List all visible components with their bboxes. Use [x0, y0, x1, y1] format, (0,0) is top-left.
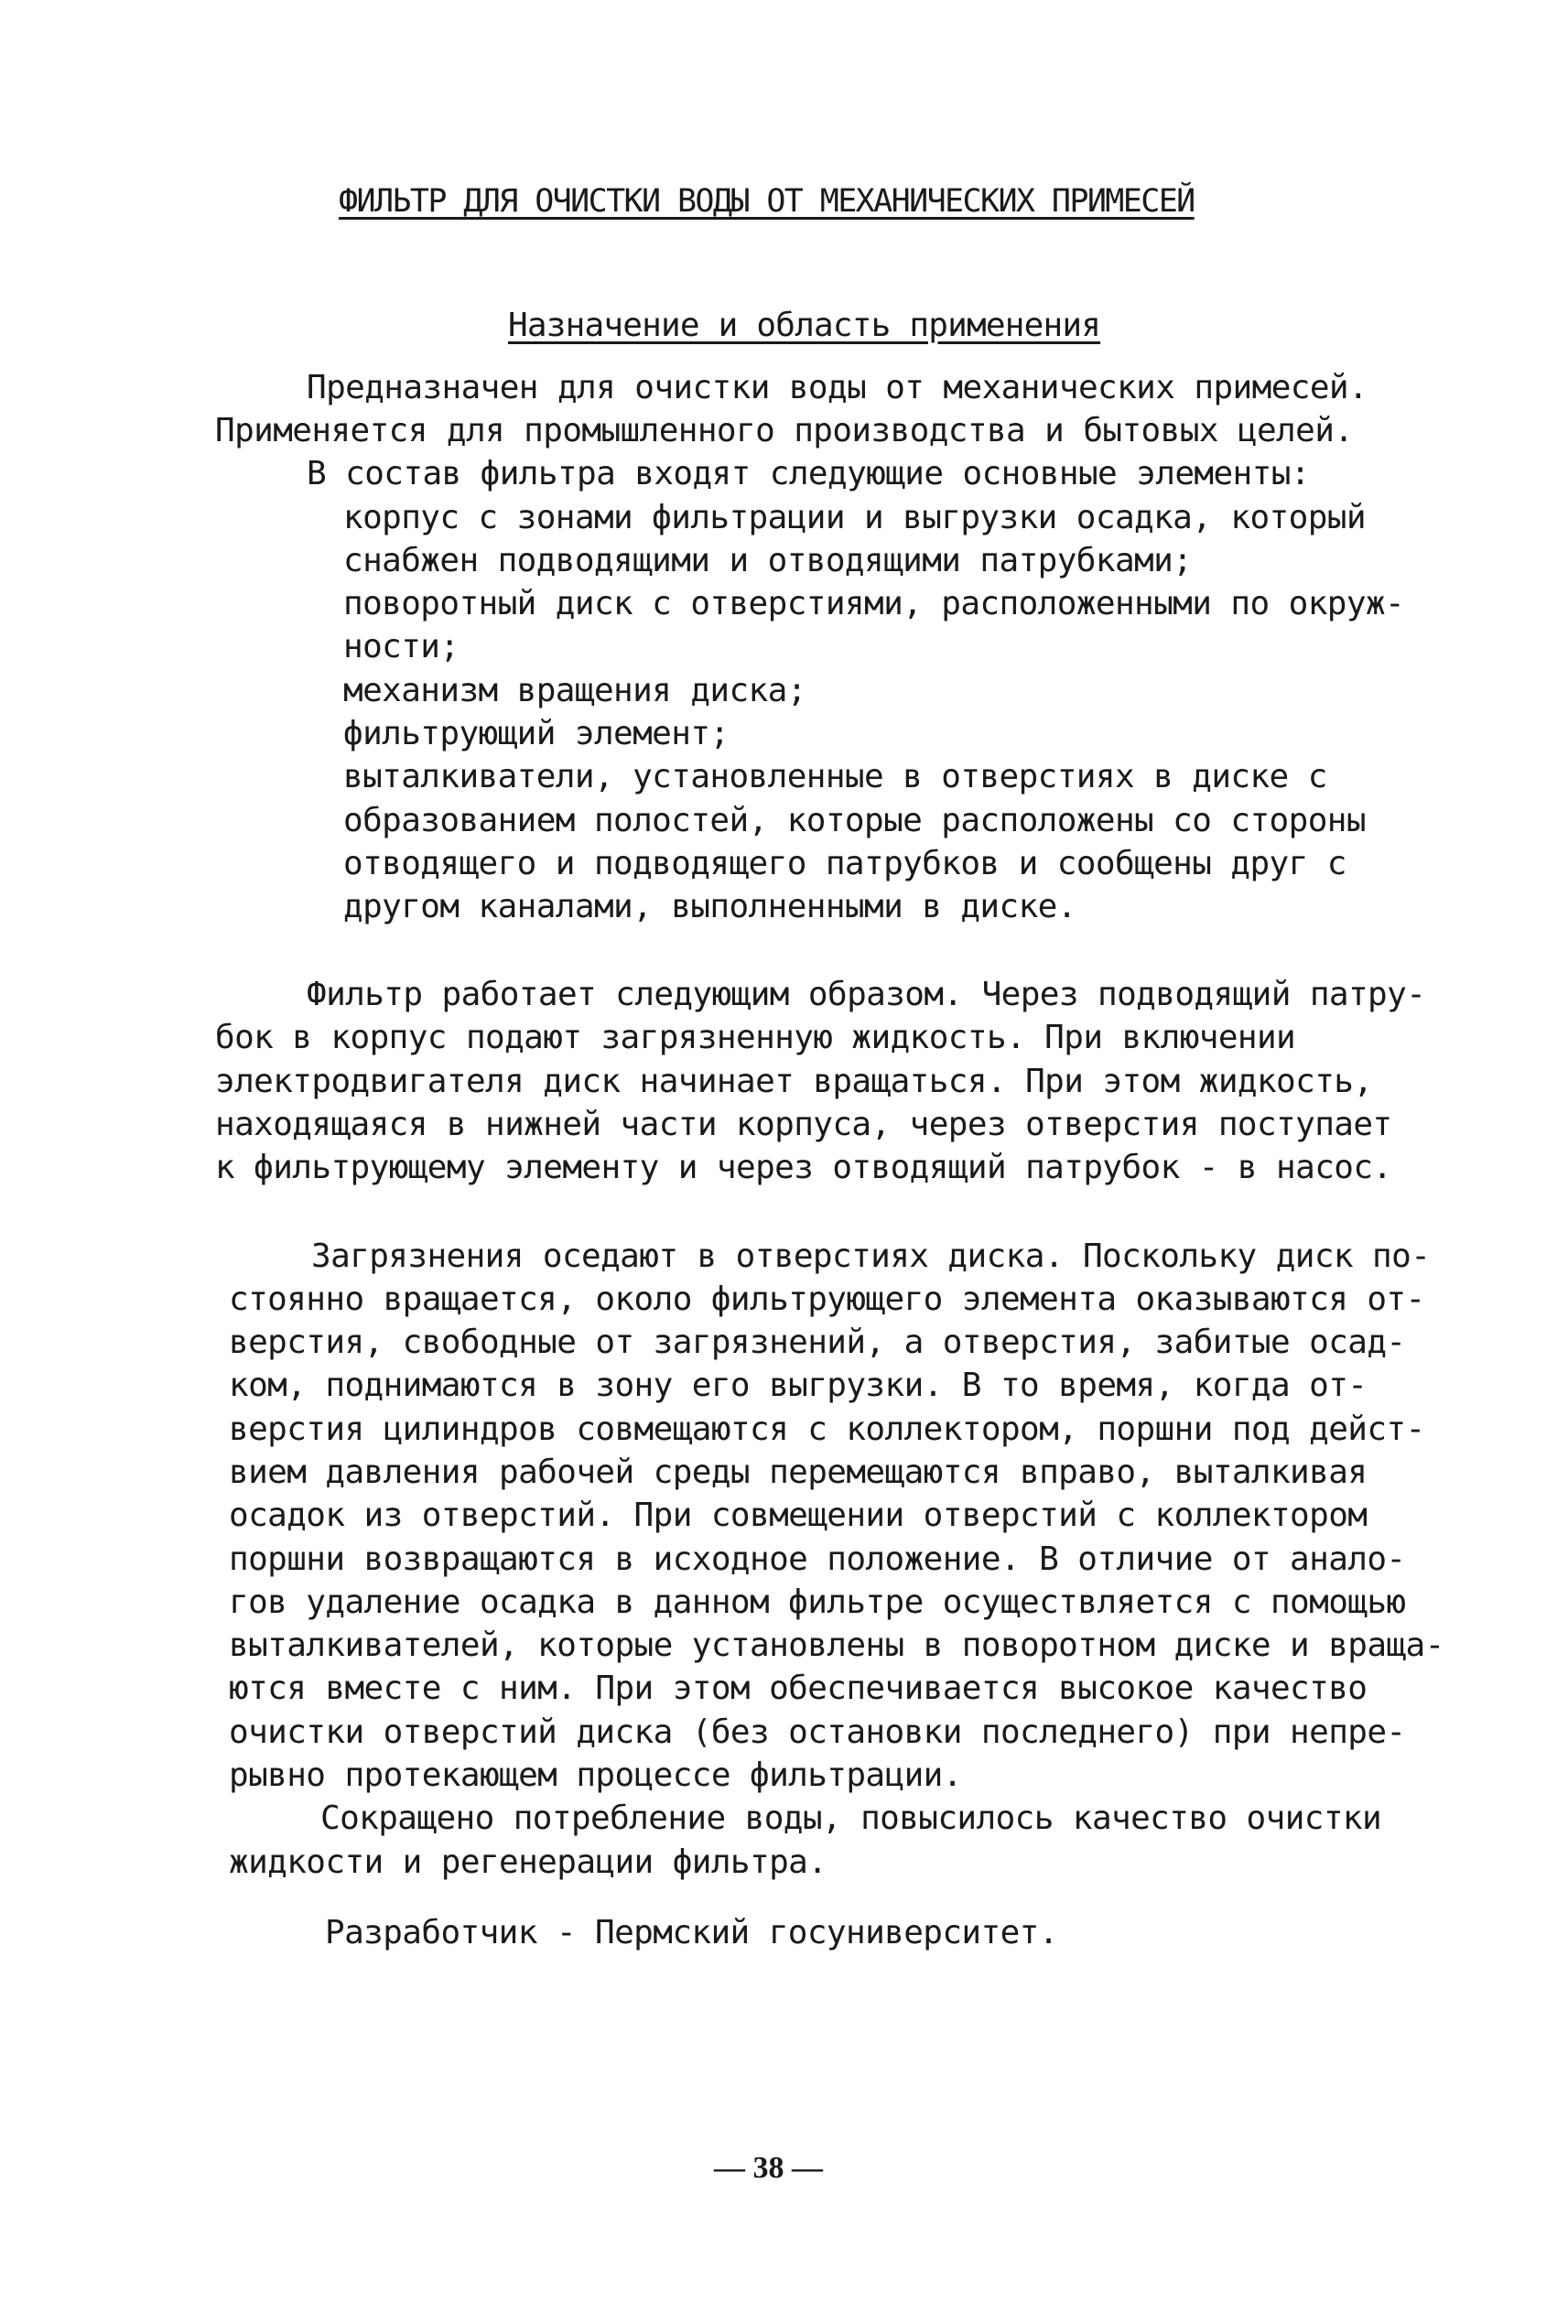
text-line: Загрязнения оседают в отверстиях диска. Поскольку диск по-: [311, 1238, 1431, 1275]
list-item-line: образованием полостей, которые расположены со стороны: [343, 802, 1366, 839]
text-line: поршни возвращаются в исходное положение. В отличие от анало-: [229, 1540, 1406, 1578]
text-line: ком, поднимаются в зону его выгрузки. В то время, когда от-: [229, 1367, 1368, 1404]
text-line: выталкивателей, которые установлены в поворотном диске и враща-: [229, 1627, 1444, 1664]
text-line: Применяется для промышленного производства и бытовых целей.: [215, 412, 1354, 449]
text-line: осадок из отверстий. При совмещении отверстий с коллектором: [229, 1497, 1368, 1534]
list-item-line: другом каналами, выполненными в диске.: [343, 888, 1076, 925]
text-line: Сокращено потребление воды, повысилось качество очистки: [320, 1800, 1382, 1837]
text-line: Фильтр работает следующим образом. Через подводящий патру-: [307, 976, 1426, 1013]
text-line: к фильтрующему элементу и через отводящий патрубок - в насос.: [215, 1149, 1392, 1186]
text-line: жидкости и регенерации фильтра.: [229, 1843, 827, 1881]
text-line: гов удаление осадка в данном фильтре осуществляется с помощью: [229, 1584, 1406, 1621]
text-line: бок в корпус подают загрязненную жидкость. При включении: [215, 1019, 1296, 1056]
text-line: электродвигателя диск начинает вращаться. При этом жидкость,: [215, 1063, 1373, 1100]
list-item-line: отводящего и подводящего патрубков и сообщены друг с: [343, 845, 1346, 882]
text-line: стоянно вращается, около фильтрующего элемента оказываются от-: [229, 1281, 1425, 1318]
text-line: вием давления рабочей среды перемещаются вправо, выталкивая: [229, 1454, 1368, 1491]
text-line: очистки отверстий диска (без остановки последнего) при непре-: [229, 1713, 1406, 1751]
text-line: находящаяся в нижней части корпуса, через отверстия поступает: [215, 1106, 1392, 1143]
list-item-line: снабжен подводящими и отводящими патрубками;: [343, 542, 1193, 579]
document-title: ФИЛЬТР ДЛЯ ОЧИСТКИ ВОДЫ ОТ МЕХАНИЧЕСКИХ ПРИМЕСЕЙ: [339, 183, 1195, 220]
page-number: — 38 —: [714, 2151, 823, 2185]
text-line: рывно протекающем процессе фильтрации.: [229, 1757, 962, 1794]
section-heading: Назначение и область применения: [508, 307, 1101, 344]
text-line: Предназначен для очистки воды от механических примесей.: [307, 369, 1368, 406]
text-line: ются вместе с ним. При этом обеспечивается высокое качество: [229, 1670, 1368, 1707]
text-line: верстия цилиндров совмещаются с коллектором, поршни под дейст-: [229, 1411, 1425, 1448]
text-line: верстия, свободные от загрязнений, а отверстия, забитые осад-: [229, 1324, 1406, 1361]
list-item-line: поворотный диск с отверстиями, расположенными по окруж-: [343, 585, 1405, 622]
list-item-line: фильтрующий элемент;: [343, 715, 730, 752]
list-item-line: ности;: [343, 628, 460, 665]
developer-line: Разработчик - Пермский госуниверситет.: [325, 1914, 1058, 1951]
text-line: В состав фильтра входят следующие основные элементы:: [307, 455, 1310, 492]
list-item-line: выталкиватели, установленные в отверстиях в диске с: [343, 758, 1327, 795]
list-item-line: механизм вращения диска;: [343, 672, 806, 709]
list-item-line: корпус с зонами фильтрации и выгрузки осадка, который: [343, 499, 1366, 536]
